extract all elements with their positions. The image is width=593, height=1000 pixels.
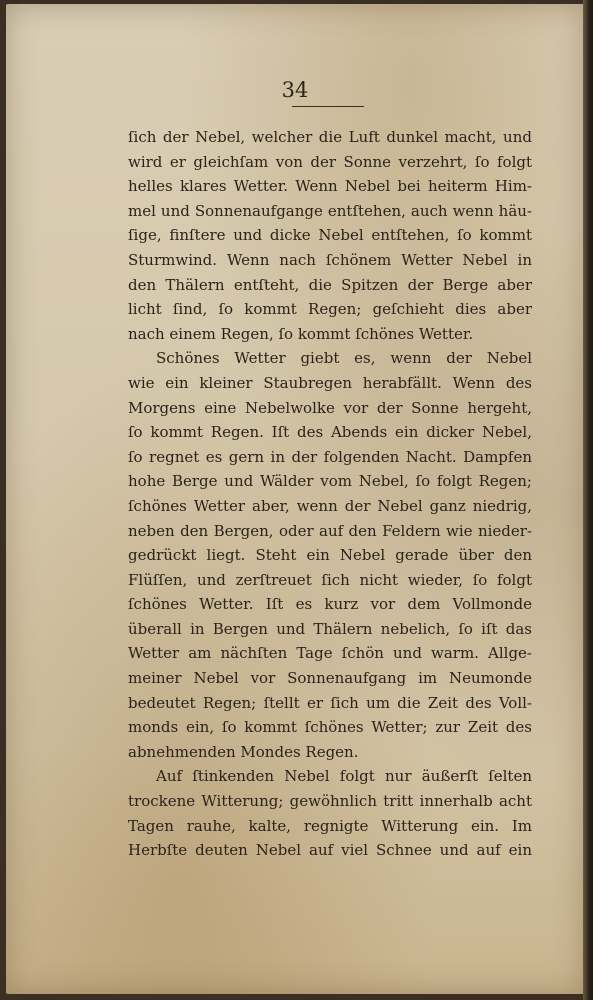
book-page — [6, 4, 584, 994]
text-line: meiner Nebel vor Sonnenaufgang im Neumonde — [128, 669, 532, 688]
text-line: trockene Witterung; gewöhnlich tritt innerhalb acht — [128, 792, 532, 811]
text-line: Wetter am nächſten Tage ſchön und warm. Allge- — [128, 644, 532, 663]
text-line: Schönes Wetter giebt es, wenn der Nebel — [156, 349, 532, 368]
text-line: wird er gleichſam von der Sonne verzehrt, ſo folgt — [128, 152, 532, 171]
text-line: Tagen rauhe, kalte, regnigte Witterung ein. Im — [128, 816, 532, 835]
text-line: ſich der Nebel, welcher die Luft dunkel macht, und — [128, 128, 532, 146]
text-line: abnehmenden Mondes Regen. — [128, 742, 359, 761]
text-line: licht ſind, ſo kommt Regen; geſchieht dies aber — [128, 300, 532, 319]
text-line: Auf ſtinkenden Nebel folgt nur äußerſt ſelten — [156, 767, 532, 786]
text-line: neben den Bergen, oder auf den Feldern wie nieder- — [128, 521, 532, 540]
body-text — [128, 125, 532, 863]
text-line: hohe Berge und Wälder vom Nebel, ſo folgt Regen; — [128, 472, 532, 491]
text-line: Sturmwind. Wenn nach ſchönem Wetter Nebel in — [128, 250, 532, 269]
text-line: nach einem Regen, ſo kommt ſchönes Wetter. — [128, 324, 474, 343]
text-line: überall in Bergen und Thälern nebelich, ſo iſt das — [128, 619, 532, 638]
text-line: monds ein, ſo kommt ſchönes Wetter; zur Zeit des — [128, 718, 532, 737]
text-line: Morgens eine Nebelwolke vor der Sonne hergeht, — [128, 398, 532, 417]
text-line: bedeutet Regen; ſtellt er ſich um die Zeit des Voll- — [128, 693, 532, 712]
text-line: ſo kommt Regen. Iſt des Abends ein dicker Nebel, — [128, 423, 532, 442]
text-line: ſchönes Wetter. Iſt es kurz vor dem Vollmonde — [128, 595, 532, 614]
book-spine-edge — [583, 0, 593, 1000]
text-line: den Thälern entſteht, die Spitzen der Berge aber — [128, 275, 532, 294]
page-number: 34 — [281, 78, 309, 102]
text-line: helles klares Wetter. Wenn Nebel bei heiterm Him- — [128, 177, 532, 196]
text-line: wie ein kleiner Staubregen herabfällt. Wenn des — [128, 373, 532, 392]
text-line: ſige, finſtere und dicke Nebel entſtehen, ſo kommt — [128, 226, 532, 245]
text-line: Flüſſen, und zerſtreuet ſich nicht wieder, ſo folgt — [128, 570, 532, 589]
page-number-rule — [292, 106, 364, 107]
text-line: ſo regnet es gern in der folgenden Nacht. Dampfen — [128, 447, 532, 466]
text-line: ſchönes Wetter aber, wenn der Nebel ganz niedrig, — [128, 496, 532, 515]
text-line: mel und Sonnenaufgange entſtehen, auch wenn häu- — [128, 201, 532, 220]
text-line: Herbſte deuten Nebel auf viel Schnee und auf ein — [128, 841, 532, 860]
text-line: gedrückt liegt. Steht ein Nebel gerade über den — [128, 546, 532, 565]
